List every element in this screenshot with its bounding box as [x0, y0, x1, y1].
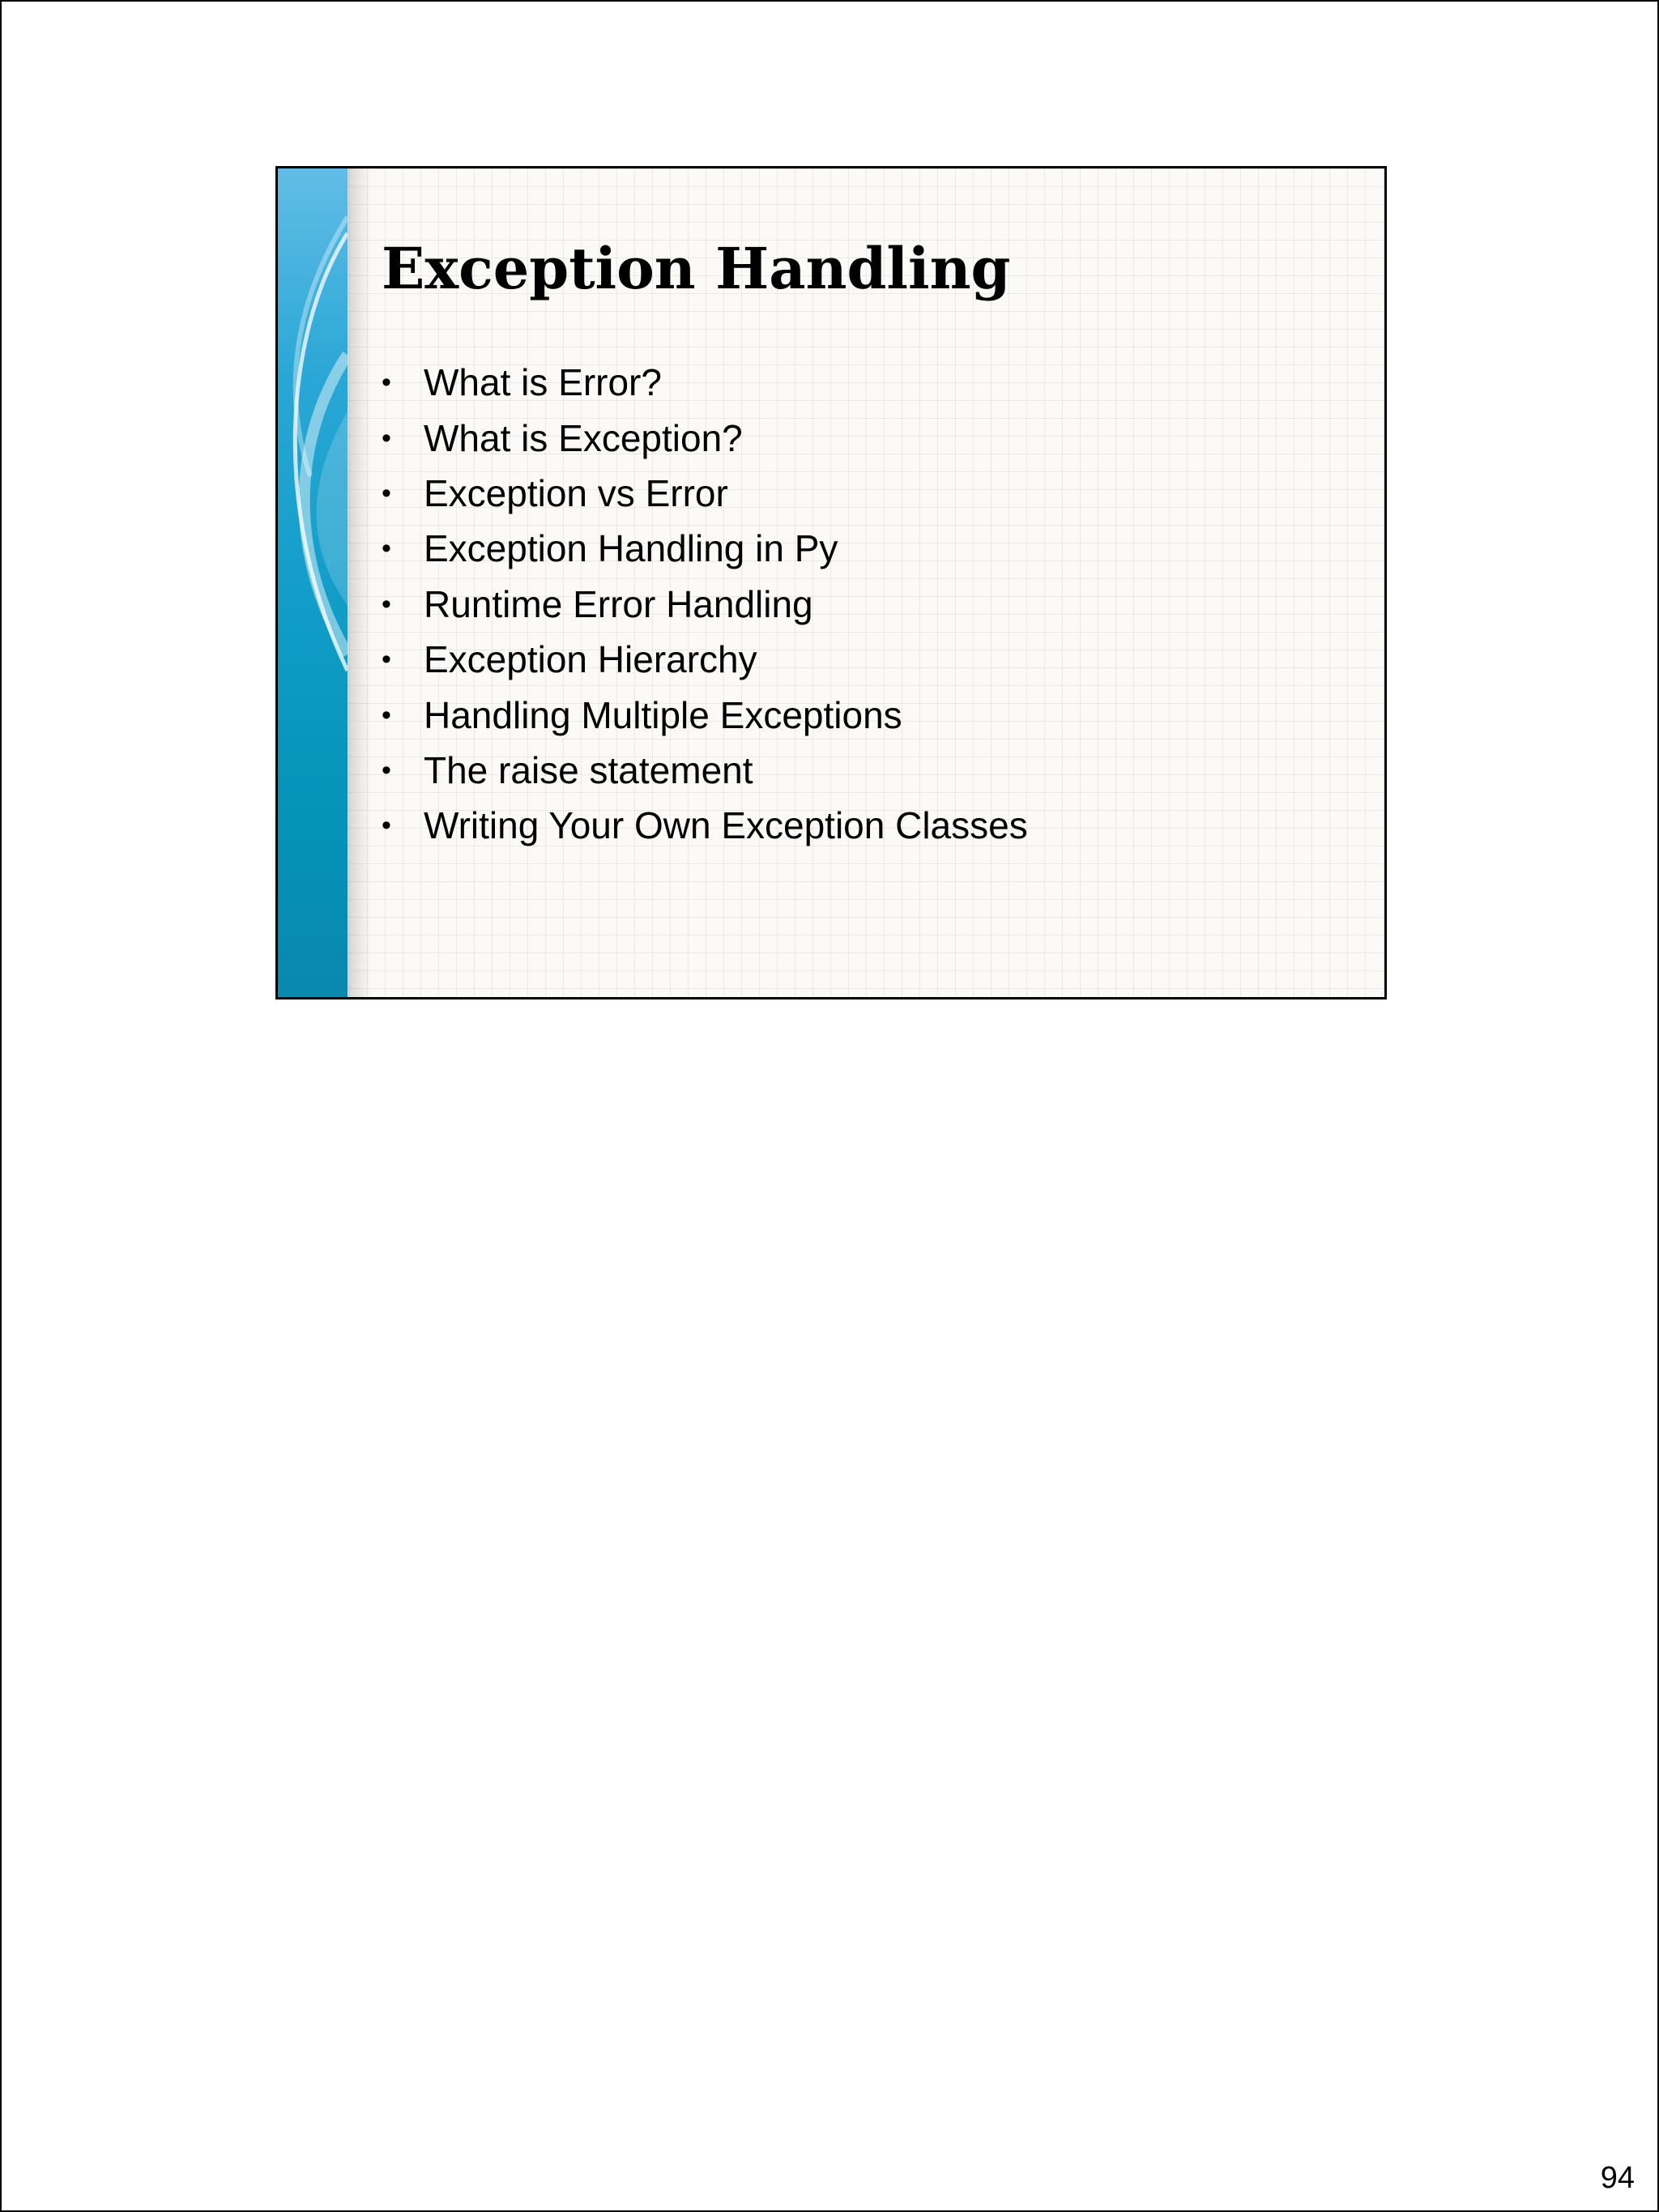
list-item: [382, 798, 1028, 853]
list-item: [382, 466, 1028, 521]
bullet-icon: •: [382, 588, 391, 620]
list-item: [382, 521, 1028, 576]
list-item: [382, 743, 1028, 798]
bullet-text: Writing Your Own Exception Classes: [424, 804, 1028, 847]
slide-thumbnail: [275, 166, 1387, 999]
page-number: 94: [1600, 2161, 1635, 2195]
list-item: [382, 687, 1028, 742]
bullet-text: What is Exception?: [424, 416, 743, 459]
list-item: [382, 410, 1028, 465]
slide-sidebar-shadow: [348, 168, 372, 997]
bullet-text: Runtime Error Handling: [424, 582, 813, 625]
list-item: [382, 577, 1028, 632]
bullet-icon: •: [382, 810, 391, 842]
wave-decoration-icon: [278, 168, 348, 997]
bullet-text: Exception vs Error: [424, 471, 728, 514]
bullet-icon: •: [382, 477, 391, 509]
list-item: [382, 632, 1028, 687]
bullet-text: What is Error?: [424, 361, 662, 404]
bullet-icon: •: [382, 699, 391, 731]
slide-title: Exception Handling: [382, 235, 1011, 302]
bullet-icon: •: [382, 422, 391, 454]
bullet-icon: •: [382, 754, 391, 786]
bullet-icon: •: [382, 533, 391, 565]
bullet-icon: •: [382, 367, 391, 399]
slide-bullet-list: [382, 355, 1028, 854]
slide-decorative-sidebar: [278, 168, 348, 997]
bullet-text: Exception Handling in Py: [424, 527, 838, 570]
bullet-text: Exception Hierarchy: [424, 638, 757, 681]
bullet-text: The raise statement: [424, 748, 753, 791]
bullet-icon: •: [382, 644, 391, 676]
list-item: [382, 355, 1028, 410]
bullet-text: Handling Multiple Exceptions: [424, 693, 902, 736]
